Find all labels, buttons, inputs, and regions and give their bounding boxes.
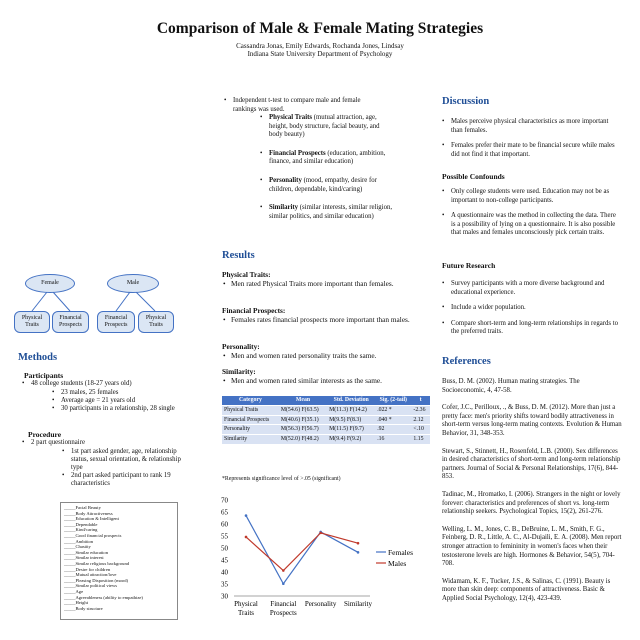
checklist-item: _____ Body structure bbox=[64, 606, 174, 612]
x-tick-label: Financial bbox=[270, 600, 297, 608]
procedure-sublist bbox=[60, 448, 188, 488]
analysis-desc: (similar interests, similar religion, similar politics, and similar education) bbox=[269, 204, 393, 220]
results-table bbox=[222, 396, 430, 444]
table-row bbox=[222, 425, 430, 435]
affiliation: Indiana State University Department of Psychology bbox=[247, 50, 393, 58]
x-tick-label: Personality bbox=[304, 600, 337, 608]
participants-item: • 48 college students (18-27 years old) bbox=[20, 380, 200, 388]
reference-item: Cofer, J.C., Perilloux, ., & Buss, D. M. (2012). More than just a pretty face: men's priority shifts toward bodily attractiveness in short-term versus long-term mating contexts. Evolution & Human Behavior, 31, 348-353. bbox=[442, 404, 622, 437]
discussion-point: • Males perceive physical characteristics as more important than females. bbox=[440, 118, 620, 135]
table-cell: M(11.5) F(9.7) bbox=[327, 425, 375, 435]
results-text: • Females rates financial prospects more important than males. bbox=[222, 315, 422, 324]
x-tick-label: Physical bbox=[234, 600, 258, 608]
references-heading: References bbox=[442, 356, 491, 367]
y-tick-label: 65 bbox=[221, 508, 228, 517]
discussion-list bbox=[440, 118, 620, 166]
table-cell: M(52.0) F(48.2) bbox=[279, 435, 327, 444]
results-personality bbox=[222, 342, 422, 360]
table-cell: Similarity bbox=[222, 435, 279, 444]
results-physical bbox=[222, 270, 422, 288]
poster-title: Comparison of Male & Female Mating Strategies bbox=[156, 20, 484, 37]
series-point bbox=[245, 514, 248, 517]
checklist-item: _____ Chastity bbox=[64, 544, 174, 550]
future-item: • Survey participants with a more diverse background and educational experience. bbox=[440, 280, 622, 297]
tree-female-physical: Physical Traits bbox=[14, 311, 50, 333]
procedure-list bbox=[20, 439, 200, 447]
characteristics-checklist bbox=[60, 502, 178, 620]
table-row bbox=[222, 435, 430, 444]
discussion-point: • Females prefer their mate to be financial secure while males did not find it that important. bbox=[440, 142, 620, 159]
table-header: Category bbox=[222, 396, 279, 405]
x-tick-label: Prospects bbox=[269, 609, 297, 617]
future-label: Future Research bbox=[442, 261, 496, 270]
results-heading: Results bbox=[222, 250, 255, 261]
results-text: • Men and women rated personality traits the same. bbox=[222, 351, 422, 360]
y-tick-label: 40 bbox=[221, 568, 228, 577]
table-header: Std. Deviation bbox=[327, 396, 375, 405]
table-row bbox=[222, 405, 430, 415]
table-header-row bbox=[222, 396, 430, 405]
authors: Cassandra Jonas, Emily Edwards, Rochanda Jones, Lindsay bbox=[236, 42, 404, 50]
series-point bbox=[245, 536, 248, 539]
checklist-item: _____ Kind/caring bbox=[64, 527, 174, 533]
table-cell: M(9.4) F(9.2) bbox=[327, 435, 375, 444]
y-tick-label: 70 bbox=[221, 496, 228, 505]
results-financial bbox=[222, 306, 422, 324]
checklist-item: _____ Education & Intelligent bbox=[64, 516, 174, 522]
future-list bbox=[440, 280, 622, 344]
series-point bbox=[282, 582, 285, 585]
table-cell: M(56.3) F(56.7) bbox=[279, 425, 327, 435]
tree-female-node: Female bbox=[25, 274, 75, 293]
analysis-desc: (mood, empathy, desire for children, dependable, kind/caring) bbox=[269, 176, 377, 193]
table-cell: Personality bbox=[222, 425, 279, 435]
results-head: Personality: bbox=[222, 342, 260, 351]
analysis-term: Physical Traits bbox=[269, 114, 312, 121]
y-tick-label: 30 bbox=[221, 592, 228, 601]
y-tick-label: 50 bbox=[221, 544, 228, 553]
confounds-label: Possible Confounds bbox=[442, 172, 505, 181]
table-header: t bbox=[411, 396, 430, 405]
results-head: Financial Prospects: bbox=[222, 306, 286, 315]
y-tick-label: 55 bbox=[221, 532, 228, 541]
checklist-item: _____ Similar interest bbox=[64, 555, 174, 561]
reference-item: Widamam, K. F., Tucker, J.S., & Salinas, C. (1991). Beauty is more than skin deep: components of attractiveness. Basic & Applied Social Psychology, 12(4), 423-439. bbox=[442, 577, 611, 602]
checklist-item: _____ Facial Beauty bbox=[64, 505, 174, 511]
participants-subitem: • 23 males, 25 females bbox=[50, 389, 180, 397]
checklist-item: _____ Similar education bbox=[64, 550, 174, 556]
future-item: • Include a wider population. bbox=[440, 304, 622, 313]
x-tick-label: Traits bbox=[237, 609, 255, 617]
participants-list bbox=[20, 380, 200, 388]
analysis-term: Similarity bbox=[269, 204, 299, 212]
series-line-males bbox=[246, 533, 358, 571]
x-tick-label: Similarity bbox=[344, 600, 372, 608]
table-cell: M(11.3) F(14.2) bbox=[327, 405, 375, 415]
references-list bbox=[442, 378, 624, 612]
checklist-item: _____ Pleasing Disposition (mood) bbox=[64, 578, 174, 584]
analysis-term: Personality bbox=[269, 176, 302, 184]
legend-label: Males bbox=[388, 559, 407, 568]
table-cell: M(9.5) F(8.3) bbox=[327, 415, 375, 425]
participants-subitem: • Average age = 21 years old bbox=[50, 397, 180, 405]
confound-item: • Only college students were used. Education may not be as important to non-college participants. bbox=[440, 188, 622, 205]
checklist-item: _____ Body Attractiveness bbox=[64, 511, 174, 517]
y-tick-label: 60 bbox=[221, 520, 228, 529]
table-cell: M(54.6) F(63.5) bbox=[279, 405, 327, 415]
checklist-item: _____ Similar political views bbox=[64, 583, 174, 589]
results-text: • Men rated Physical Traits more important than females. bbox=[222, 279, 422, 288]
procedure-item: • 2 part questionnaire bbox=[20, 439, 200, 447]
analysis-item-physical bbox=[258, 114, 394, 140]
table-cell: -2.36 bbox=[411, 405, 430, 415]
reference-item: Buss, D. M. (2002). Human mating strategies. The Socioeconomic, 4, 47-58. bbox=[442, 378, 580, 394]
tree-male-financial: Financial Prospects bbox=[97, 311, 135, 333]
series-point bbox=[357, 542, 360, 545]
procedure-part2: • 2nd part asked participant to rank 19 characteristics bbox=[60, 472, 188, 488]
analysis-item-similarity bbox=[258, 204, 394, 221]
results-head: Physical Traits: bbox=[222, 270, 271, 279]
table-header: Sig. (2-tail) bbox=[375, 396, 411, 405]
procedure-label: Procedure bbox=[28, 430, 62, 439]
table-cell: M(40.6) F(35.1) bbox=[279, 415, 327, 425]
series-point bbox=[357, 551, 360, 554]
methods-heading: Methods bbox=[18, 352, 58, 363]
table-cell: Physical Traits bbox=[222, 405, 279, 415]
table-cell: .92 bbox=[375, 425, 411, 435]
checklist-item: _____ Good financial prospects bbox=[64, 533, 174, 539]
table-cell: 2.12 bbox=[411, 415, 430, 425]
tree-male-physical: Physical Traits bbox=[138, 311, 174, 333]
y-tick-label: 35 bbox=[221, 580, 228, 589]
table-header: Mean bbox=[279, 396, 327, 405]
analysis-desc: (mutual attraction, age, height, body structure, facial beauty, and body beauty) bbox=[269, 114, 380, 139]
series-point bbox=[319, 532, 322, 535]
legend-label: Females bbox=[388, 548, 413, 557]
checklist-item: _____ Height bbox=[64, 600, 174, 606]
checklist-item: _____ Agreeableness (ability to empathize) bbox=[64, 595, 174, 601]
reference-item: Stewart, S., Stinnett, H., Rosenfeld, L.B. (2000). Sex differences in desired characteristics of short-term and long-term relationship partners. Journal of Social & Personal Relationships, 17(6), 844-853. bbox=[442, 447, 621, 481]
checklist-item: _____ Desire for children bbox=[64, 567, 174, 573]
tree-female-financial: Financial Prospects bbox=[52, 311, 89, 333]
table-note: *Represents significance level of >.05 (significant) bbox=[222, 476, 341, 482]
table-cell: <.10 bbox=[411, 425, 430, 435]
table-cell: Financial Prospects bbox=[222, 415, 279, 425]
results-similarity bbox=[222, 367, 422, 385]
mating-line-chart bbox=[200, 490, 430, 630]
confound-item: • A questionnaire was the method in collecting the data. There is a possibility of lying on a questionnaire. It is also possible that males and females unconsciously pick certain traits. bbox=[440, 212, 622, 238]
analysis-term: Financial Prospects bbox=[269, 149, 326, 157]
table-row bbox=[222, 415, 430, 425]
participants-label: Participants bbox=[24, 371, 64, 380]
participants-subitem: • 30 participants in a relationship, 28 single bbox=[50, 405, 180, 413]
series-line-females bbox=[246, 516, 358, 584]
analysis-intro: • Independent t-test to compare male and female rankings was used. bbox=[222, 97, 382, 114]
analysis-item-financial bbox=[258, 150, 394, 167]
table-cell: .040 * bbox=[375, 415, 411, 425]
future-item: • Compare short-term and long-term relationships in regards to the preferred traits. bbox=[440, 320, 622, 337]
procedure-part1: • 1st part asked gender, age, relationship status, sexual orientation, & relationship type bbox=[60, 448, 188, 472]
confounds-list bbox=[440, 188, 622, 245]
series-point bbox=[282, 569, 285, 572]
analysis-item-personality bbox=[258, 177, 394, 194]
y-tick-label: 45 bbox=[221, 556, 228, 565]
reference-item: Tadinac, M., Hromatko, I. (2006). Strangers in the night or lovely forever: characteristics and preferences of short vs. long-term relationship seekers. Psychological Topics, 15(2), 261-276. bbox=[442, 490, 621, 516]
analysis-sublist bbox=[258, 114, 394, 230]
discussion-heading: Discussion bbox=[442, 96, 490, 107]
reference-item: Welling, L. M., Jones, C. B., DeBruine, L. M., Smith, F. G., Feinberg, D. R., Little, A. C., Al-Dujaili, E. A. (2008). Men report stronger attraction to femininity in women's faces when their testosterone levels are high. Hormones & Behavior, 54(5), 704-708. bbox=[442, 525, 622, 568]
checklist-item: _____ Dependable bbox=[64, 522, 174, 528]
results-head: Similarity: bbox=[222, 367, 256, 376]
table-cell: 1.15 bbox=[411, 435, 430, 444]
table-cell: .022 * bbox=[375, 405, 411, 415]
tree-male-node: Male bbox=[107, 274, 159, 293]
results-text: • Men and women rated similar interests as the same. bbox=[222, 376, 422, 385]
analysis-desc: (education, ambition, finance, and similar education) bbox=[269, 149, 386, 166]
checklist-item: _____ Ambition bbox=[64, 539, 174, 545]
table-cell: .16 bbox=[375, 435, 411, 444]
checklist-item: _____ Similar religious background bbox=[64, 561, 174, 567]
participants-sublist bbox=[50, 389, 180, 413]
checklist-item: _____ Age bbox=[64, 589, 174, 595]
checklist-item: _____ Mutual attraction/love bbox=[64, 572, 174, 578]
